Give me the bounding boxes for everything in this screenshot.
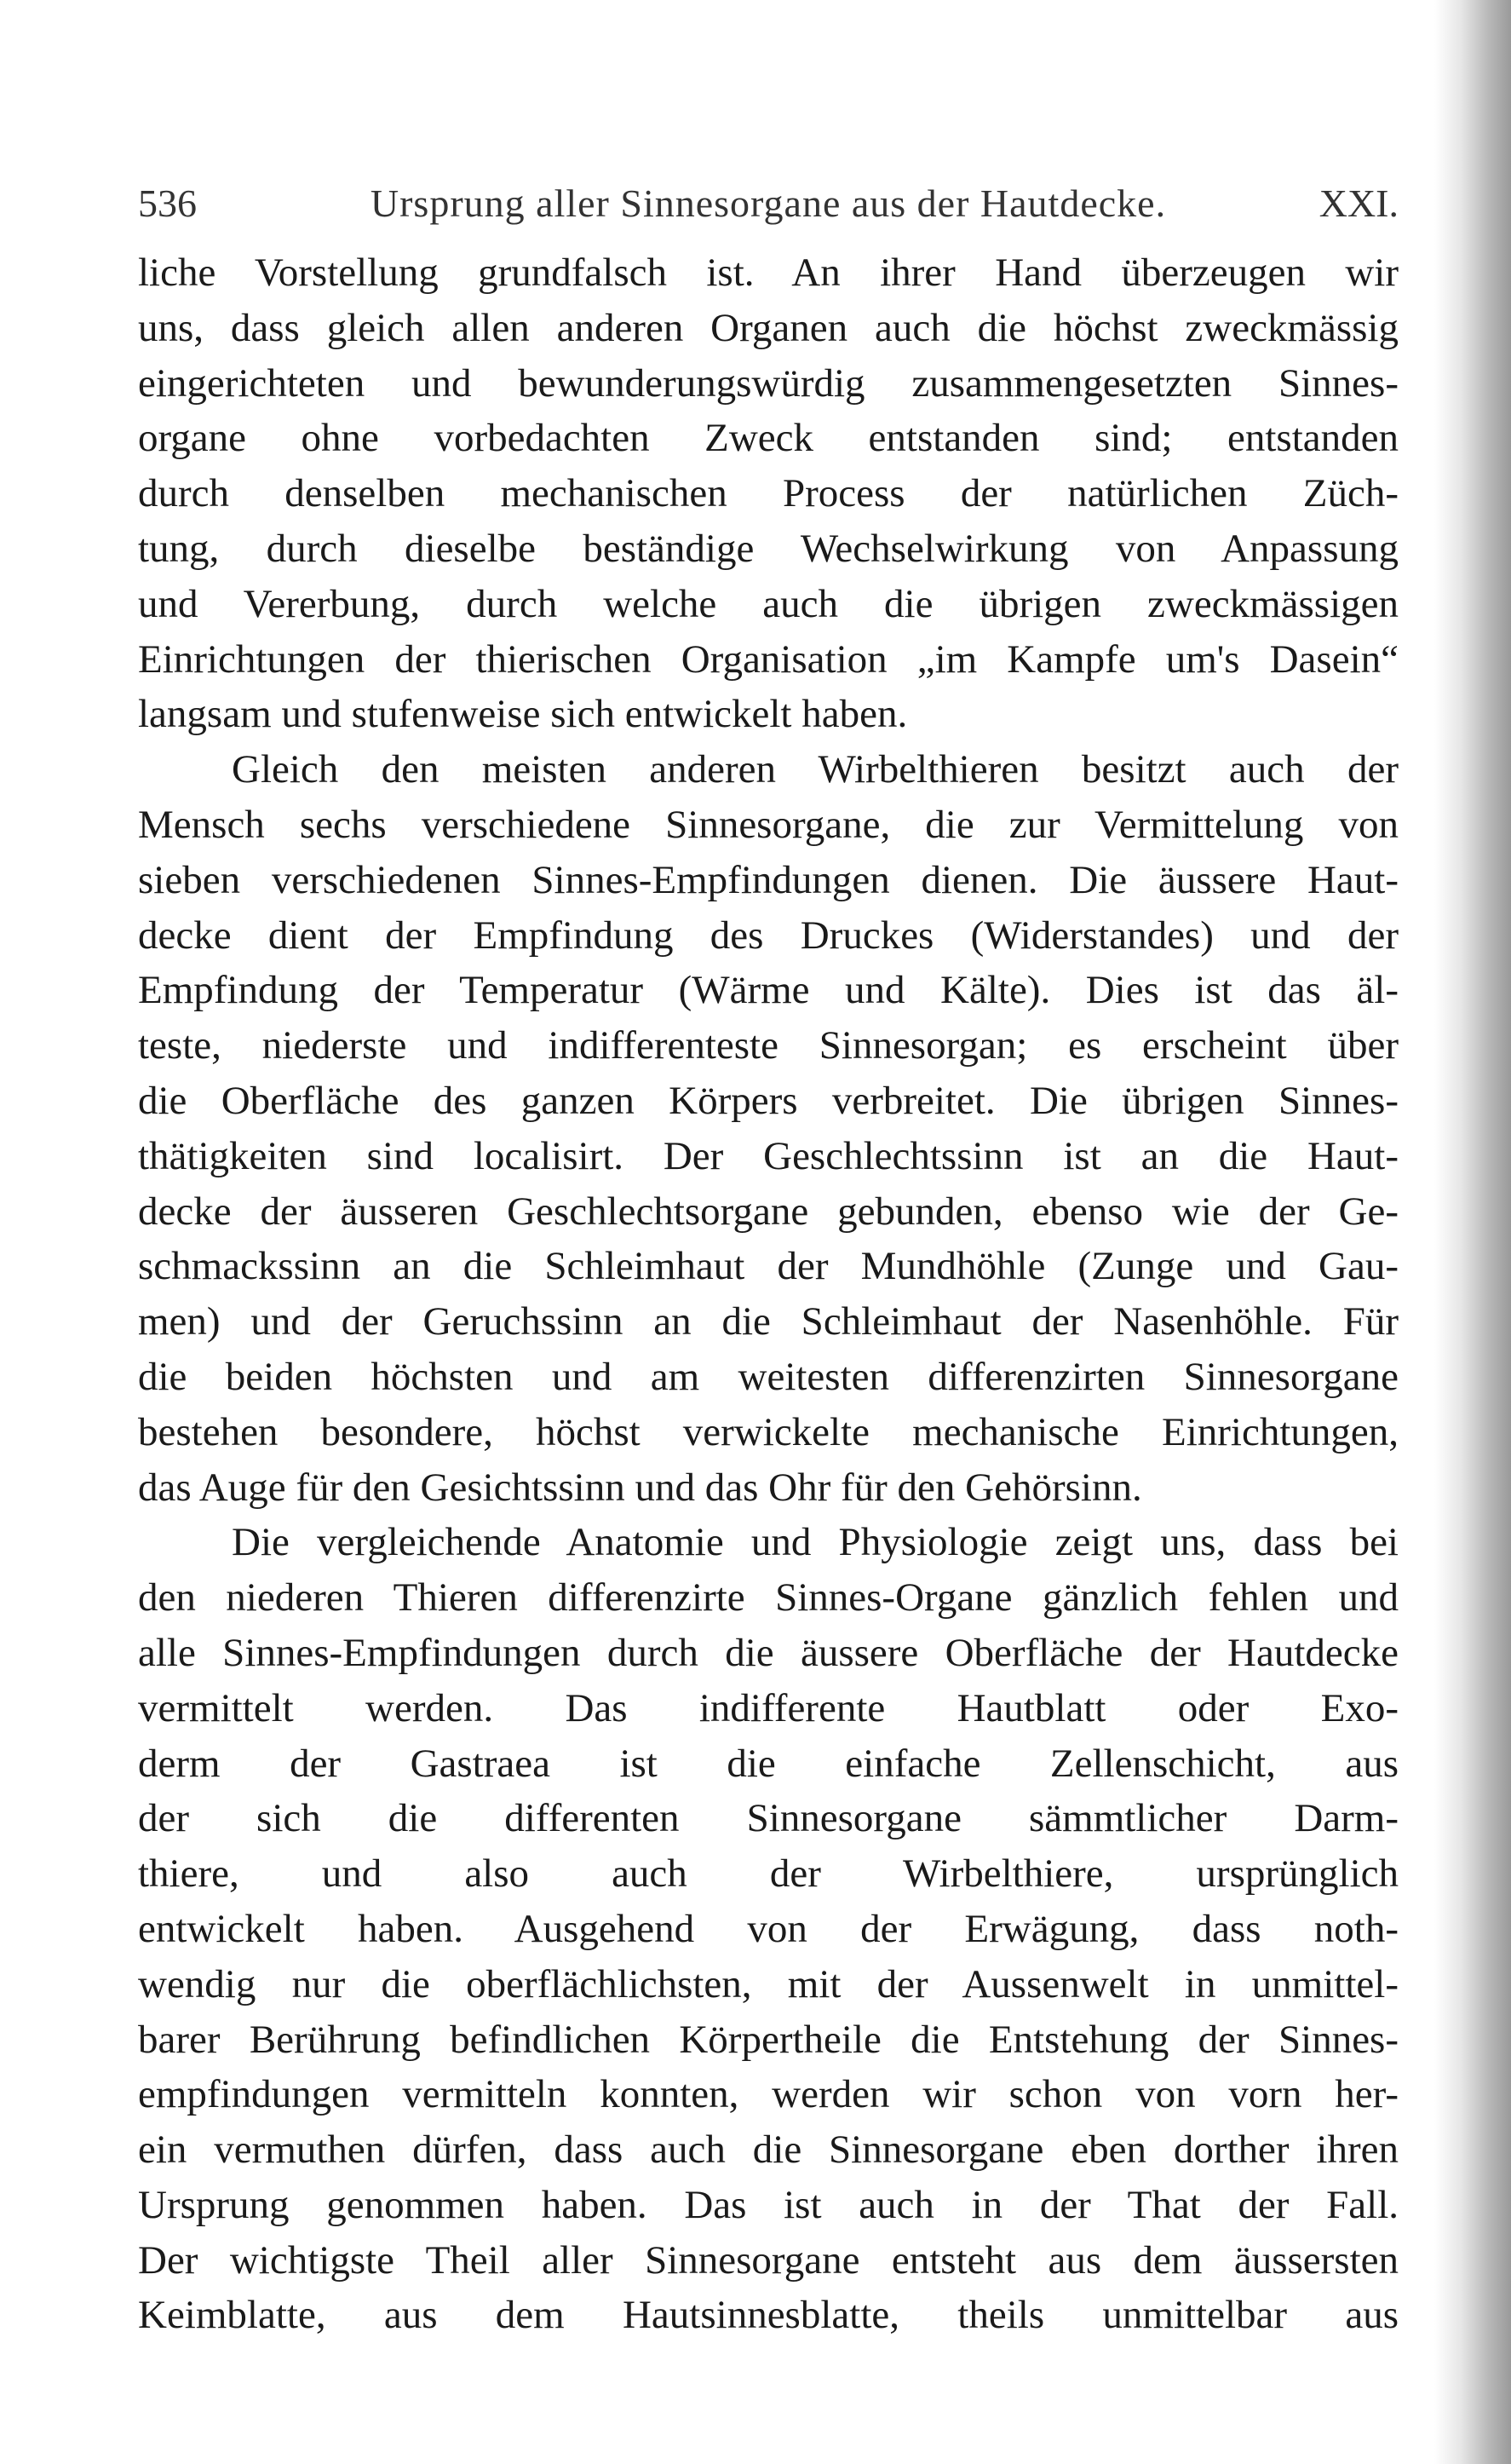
scan-page-edge: [1434, 0, 1511, 2464]
text-line: liche Vorstellung grundfalsch ist. An ihrer Hand überzeugen wir: [138, 250, 1399, 295]
text-line: bestehen besondere, höchst verwickelte mechanische Einrichtungen,: [138, 1409, 1399, 1454]
text-line: und Vererbung, durch welche auch die übrigen zweckmässigen: [138, 581, 1399, 626]
text-line: Empfindung der Temperatur (Wärme und Kälte). Dies ist das äl-: [138, 968, 1399, 1013]
text-line: tung, durch dieselbe beständige Wechselwirkung von Anpassung: [138, 526, 1399, 571]
text-line: thätigkeiten sind localisirt. Der Geschlechtssinn ist an die Haut-: [138, 1133, 1399, 1178]
text-line: Mensch sechs verschiedene Sinnesorgane, die zur Vermittelung von: [138, 802, 1399, 847]
text-line: derm der Gastraea ist die einfache Zellenschicht, aus: [138, 1741, 1399, 1786]
text-line: Die vergleichende Anatomie und Physiologie zeigt uns, dass bei: [232, 1520, 1399, 1565]
text-line: empfindungen vermitteln konnten, werden wir schon von vorn her-: [138, 2072, 1399, 2117]
text-line: schmackssinn an die Schleimhaut der Mundhöhle (Zunge und Gau-: [138, 1244, 1399, 1289]
text-line: alle Sinnes-Empfindungen durch die äussere Oberfläche der Hautdecke: [138, 1630, 1399, 1675]
body-text: [138, 245, 1399, 2343]
text-line: Gleich den meisten anderen Wirbelthieren besitzt auch der: [232, 747, 1399, 792]
text-line: das Auge für den Gesichtssinn und das Ohr für den Gehörsinn.: [138, 1465, 1142, 1510]
text-line: Der wichtigste Theil aller Sinnesorgane entsteht aus dem äussersten: [138, 2237, 1399, 2283]
text-line: Einrichtungen der thierischen Organisation „im Kampfe um's Dasein“: [138, 636, 1399, 682]
text-line: die beiden höchsten und am weitesten differenzirten Sinnesorgane: [138, 1354, 1399, 1399]
running-header: [138, 181, 1399, 232]
text-line: der sich die differenten Sinnesorgane sämmtlicher Darm-: [138, 1796, 1399, 1841]
text-line: organe ohne vorbedachten Zweck entstanden sind; entstanden: [138, 416, 1399, 461]
text-line: wendig nur die oberflächlichsten, mit der Aussenwelt in unmittel-: [138, 1961, 1399, 2006]
text-line: teste, niederste und indifferenteste Sinnesorgan; es erscheint über: [138, 1023, 1399, 1068]
text-line: ein vermuthen dürfen, dass auch die Sinnesorgane eben dorther ihren: [138, 2127, 1399, 2173]
text-line: decke dient der Empfindung des Druckes (Widerstandes) und der: [138, 912, 1399, 958]
chapter-number: XXI.: [1319, 181, 1399, 225]
text-line: barer Berührung befindlichen Körpertheile die Entstehung der Sinnes-: [138, 2017, 1399, 2062]
text-line: Ursprung genommen haben. Das ist auch in der That der Fall.: [138, 2182, 1399, 2227]
text-line: uns, dass gleich allen anderen Organen auch die höchst zweckmässig: [138, 305, 1399, 350]
text-line: langsam und stufenweise sich entwickelt haben.: [138, 692, 908, 737]
text-line: eingerichteten und bewunderungswürdig zusammengesetzten Sinnes-: [138, 360, 1399, 406]
text-line: durch denselben mechanischen Process der natürlichen Züch-: [138, 471, 1399, 516]
text-line: thiere, und also auch der Wirbelthiere, ursprünglich: [138, 1851, 1399, 1897]
text-line: men) und der Geruchssinn an die Schleimhaut der Nasenhöhle. Für: [138, 1299, 1399, 1344]
running-title: Ursprung aller Sinnesorgane aus der Hautdecke.: [370, 181, 1167, 225]
text-line: entwickelt haben. Ausgehend von der Erwägung, dass noth-: [138, 1906, 1399, 1951]
text-line: decke der äusseren Geschlechtsorgane gebunden, ebenso wie der Ge-: [138, 1189, 1399, 1234]
text-line: sieben verschiedenen Sinnes-Empfindungen dienen. Die äussere Haut-: [138, 857, 1399, 902]
page-number: 536: [138, 181, 197, 225]
text-line: die Oberfläche des ganzen Körpers verbreitet. Die übrigen Sinnes-: [138, 1078, 1399, 1123]
text-line: Keimblatte, aus dem Hautsinnesblatte, theils unmittelbar aus: [138, 2293, 1399, 2338]
text-line: vermittelt werden. Das indifferente Hautblatt oder Exo-: [138, 1685, 1399, 1730]
text-line: den niederen Thieren differenzirte Sinnes-Organe gänzlich fehlen und: [138, 1575, 1399, 1621]
